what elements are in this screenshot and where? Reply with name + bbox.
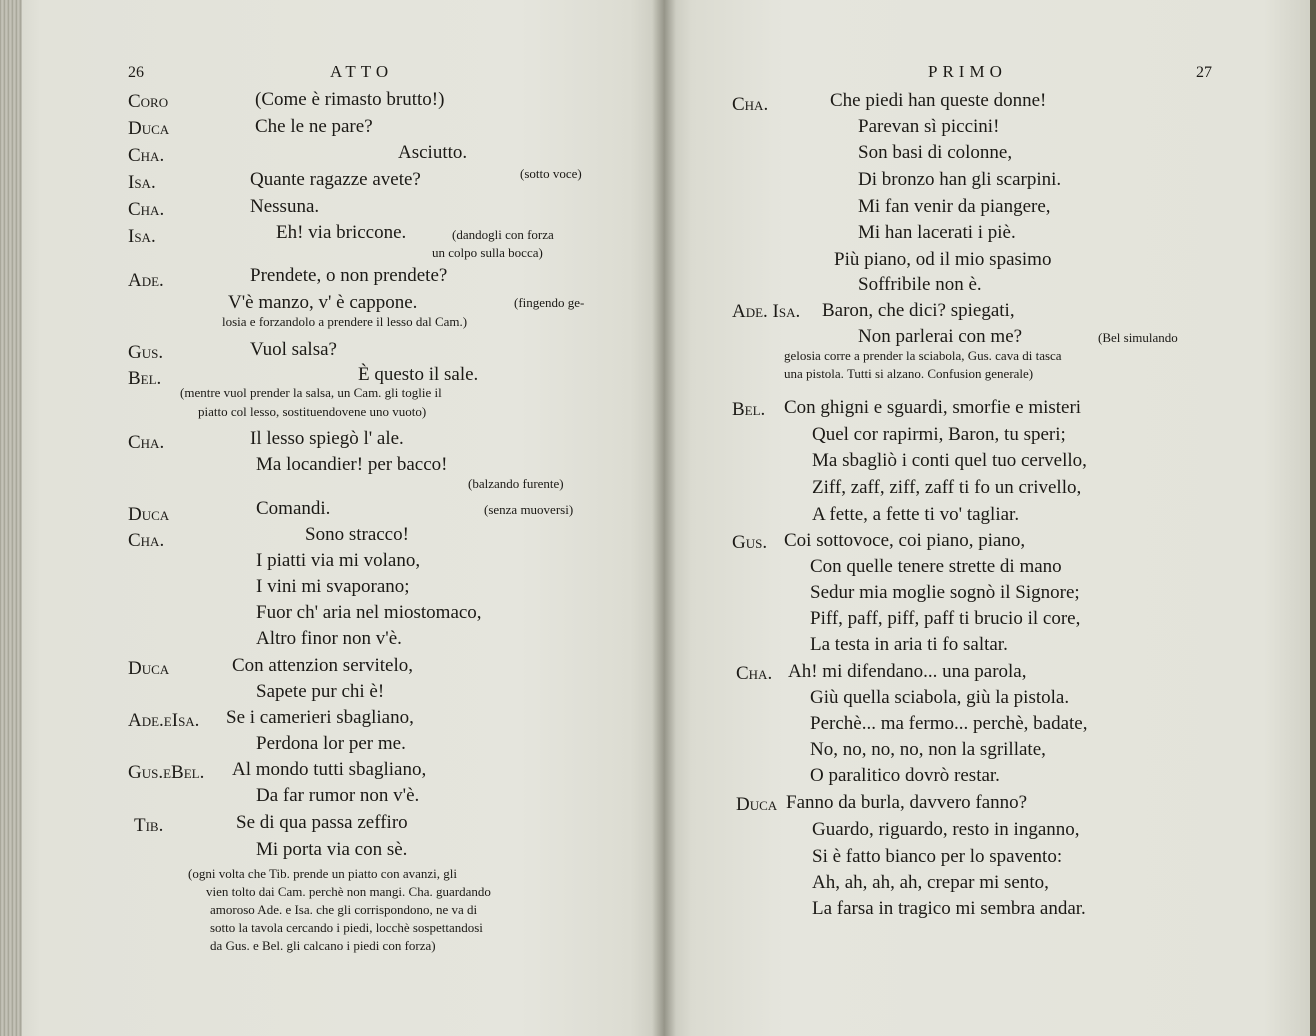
speaker-label: Ade. Isa.: [732, 301, 801, 322]
verse-line: Se di qua passa zeffiro: [236, 812, 408, 833]
verse-line: Ma locandier! per bacco!: [256, 454, 448, 475]
stage-direction: (ogni volta che Tib. prende un piatto con avanzi, gli: [188, 866, 457, 881]
stage-direction: losia e forzandolo a prendere il lesso dal Cam.): [222, 314, 468, 329]
verse-line: Altro finor non v'è.: [256, 628, 402, 649]
verse-line: Il lesso spiegò l' ale.: [250, 428, 404, 449]
verse-line: Parevan sì piccini!: [858, 116, 1000, 137]
verse-line: Con attenzion servitelo,: [232, 655, 413, 676]
verse-line: Sono stracco!: [305, 524, 409, 545]
stage-direction: una pistola. Tutti si alzano. Confusion generale): [784, 366, 1034, 381]
page-edge: [1310, 0, 1316, 1036]
speaker-label: Duca: [128, 504, 170, 525]
speaker-label: Gus.: [732, 532, 768, 553]
verse-line: Perchè... ma fermo... perchè, badate,: [810, 713, 1088, 734]
stage-direction: (dandogli con forza: [452, 227, 554, 242]
verse-line: Ziff, zaff, ziff, zaff ti fo un crivello,: [812, 477, 1082, 498]
verse-line: Sedur mia moglie sognò il Signore;: [810, 582, 1080, 603]
verse-line: Eh! via briccone.: [276, 222, 407, 243]
verse-line: I vini mi svaporano;: [256, 576, 410, 597]
verse-line: Di bronzo han gli scarpini.: [858, 169, 1062, 190]
verse-line: Con quelle tenere strette di mano: [810, 556, 1062, 577]
verse-line: Ah, ah, ah, ah, crepar mi sento,: [812, 872, 1049, 893]
verse-line: Baron, che dici? spiegati,: [822, 300, 1015, 321]
speaker-label: Isa.: [128, 172, 156, 193]
speaker-label: Duca: [736, 794, 778, 815]
verse-line: No, no, no, no, non la sgrillate,: [810, 739, 1046, 760]
speaker-label: Gus.eBel.: [128, 762, 205, 783]
verse-line: Più piano, od il mio spasimo: [834, 249, 1052, 270]
speaker-label: Cha.: [128, 199, 165, 220]
stage-direction: da Gus. e Bel. gli calcano i piedi con forza): [210, 938, 436, 953]
stage-direction: (fingendo ge-: [514, 295, 585, 310]
speaker-label: Cha.: [128, 432, 165, 453]
verse-line: Che le ne pare?: [255, 116, 373, 137]
verse-line: Si è fatto bianco per lo spavento:: [812, 846, 1063, 867]
stage-direction: sotto la tavola cercando i piedi, locchè sospettandosi: [210, 920, 483, 935]
stage-direction: (sotto voce): [520, 166, 582, 181]
stage-direction: (mentre vuol prender la salsa, un Cam. gli toglie il: [180, 385, 442, 400]
verse-line: Coi sottovoce, coi piano, piano,: [784, 530, 1026, 551]
verse-line: Perdona lor per me.: [256, 733, 406, 754]
speaker-label: Gus.: [128, 342, 164, 363]
verse-line: Se i camerieri sbagliano,: [226, 707, 414, 728]
verse-line: Che piedi han queste donne!: [830, 90, 1047, 111]
stage-direction: (balzando furente): [468, 476, 564, 491]
verse-line: Non parlerai con me?: [858, 326, 1023, 347]
verse-line: La testa in aria ti fo saltar.: [810, 634, 1008, 655]
running-head: PRIMO: [928, 62, 1007, 81]
stage-direction: (Bel simulando: [1098, 330, 1178, 345]
verse-line: Ma sbagliò i conti quel tuo cervello,: [812, 450, 1087, 471]
verse-line: Fuor ch' aria nel miostomaco,: [256, 602, 482, 623]
verse-line: Mi han lacerati i piè.: [858, 222, 1016, 243]
verse-line: Quante ragazze avete?: [250, 169, 421, 190]
speaker-label: Tib.: [134, 815, 164, 836]
verse-line: Prendete, o non prendete?: [250, 265, 448, 286]
speaker-label: Bel.: [128, 368, 162, 389]
speaker-label: Bel.: [732, 399, 766, 420]
speaker-label: Isa.: [128, 226, 156, 247]
verse-line: Mi fan venir da piangere,: [858, 196, 1051, 217]
speaker-label: Cha.: [736, 663, 773, 684]
verse-line: Son basi di colonne,: [858, 142, 1013, 163]
verse-line: Al mondo tutti sbagliano,: [232, 759, 427, 780]
page-edges: [0, 0, 22, 1036]
verse-line: Giù quella sciabola, giù la pistola.: [810, 687, 1070, 708]
speaker-label: Ade.eIsa.: [128, 710, 200, 731]
verse-line: Da far rumor non v'è.: [256, 785, 420, 806]
stage-direction: piatto col lesso, sostituendovene uno vuoto): [198, 404, 427, 419]
running-head: ATTO: [330, 62, 394, 81]
verse-line: Quel cor rapirmi, Baron, tu speri;: [812, 424, 1066, 445]
verse-line: Guardo, riguardo, resto in inganno,: [812, 819, 1080, 840]
speaker-label: Duca: [128, 118, 170, 139]
verse-line: Sapete pur chi è!: [256, 681, 385, 702]
verse-line: È questo il sale.: [358, 364, 479, 385]
right-page: [664, 0, 1316, 1036]
verse-line: Piff, paff, piff, paff ti brucio il core,: [810, 608, 1081, 629]
stage-direction: vien tolto dai Cam. perchè non mangi. Cha. guardando: [206, 884, 491, 899]
verse-line: Soffribile non è.: [858, 274, 982, 295]
verse-line: O paralitico dovrò restar.: [810, 765, 1000, 786]
stage-direction: gelosia corre a prender la sciabola, Gus. cava di tasca: [784, 348, 1062, 363]
verse-line: Fanno da burla, davvero fanno?: [786, 792, 1028, 813]
stage-direction: un colpo sulla bocca): [432, 245, 543, 260]
book-gutter: [652, 0, 676, 1036]
verse-line: Asciutto.: [398, 142, 468, 163]
stage-direction: amoroso Ade. e Isa. che gli corrispondono, ne va di: [210, 902, 478, 917]
verse-line: Mi porta via con sè.: [256, 839, 408, 860]
verse-line: Con ghigni e sguardi, smorfie e misteri: [784, 397, 1082, 418]
verse-line: La farsa in tragico mi sembra andar.: [812, 898, 1086, 919]
verse-line: Vuol salsa?: [250, 339, 337, 360]
speaker-label: Ade.: [128, 270, 164, 291]
verse-line: Nessuna.: [250, 196, 320, 217]
verse-line: (Come è rimasto brutto!): [255, 89, 445, 110]
verse-line: Comandi.: [256, 498, 331, 519]
speaker-label: Coro: [128, 91, 169, 112]
verse-line: V'è manzo, v' è cappone.: [228, 292, 418, 313]
verse-line: I piatti via mi volano,: [256, 550, 421, 571]
verse-line: A fette, a fette ti vo' tagliar.: [812, 504, 1020, 525]
speaker-label: Cha.: [732, 94, 769, 115]
page-number: 26: [128, 64, 144, 81]
speaker-label: Cha.: [128, 145, 165, 166]
speaker-label: Duca: [128, 658, 170, 679]
verse-line: Ah! mi difendano... una parola,: [788, 661, 1027, 682]
speaker-label: Cha.: [128, 530, 165, 551]
page-number: 27: [1196, 64, 1212, 81]
stage-direction: (senza muoversi): [484, 502, 574, 517]
